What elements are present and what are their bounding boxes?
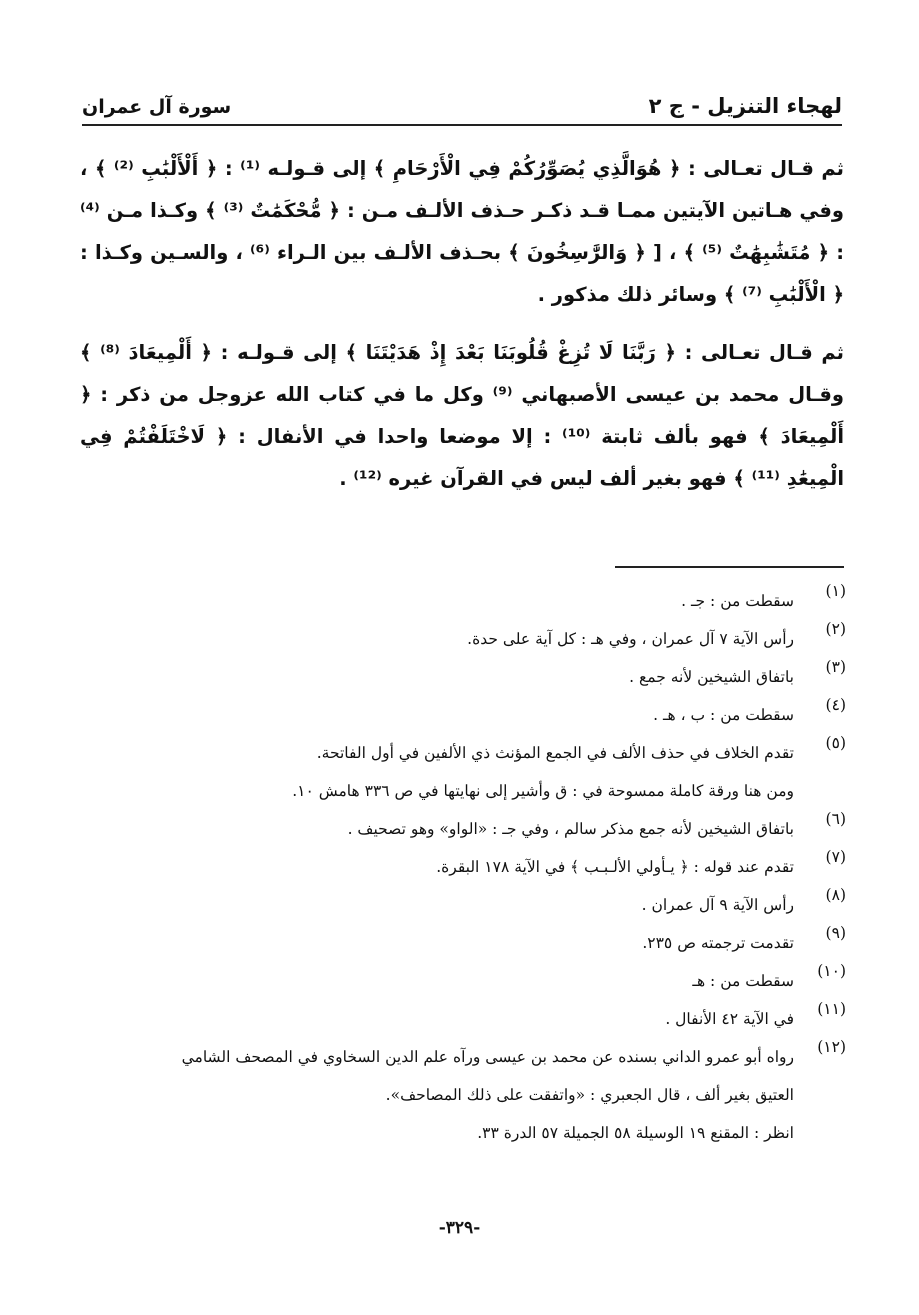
footnote-number: (٩) (825, 924, 846, 942)
footnote-text: تقدم الخلاف في حذف الألف في الجمع المؤنث ذي الألفين في أول الفاتحة. (316, 744, 794, 762)
footnote-number: (١١) (817, 1000, 846, 1018)
footnote-text: سقطت من : جـ . (681, 592, 794, 610)
main-text (80, 148, 844, 516)
footnote-text: العتيق بغير ألف ، قال الجعبري : «واتفقت على ذلك المصاحف». (385, 1086, 794, 1104)
footnote-divider (615, 566, 844, 568)
footnote-number: (٨) (825, 886, 846, 904)
footnote-number: (١) (825, 582, 846, 600)
footnote-text: سقطت من : هـ (692, 972, 794, 990)
footnote-number: (٥) (825, 734, 846, 752)
footnote-text: تقدم عند قوله : ﴿ يـأولي الألـبـب ﴾ في الآية ١٧٨ البقرة. (436, 858, 794, 876)
footnote-text: باتفاق الشيخين لأنه جمع . (629, 668, 794, 686)
footnote (70, 696, 846, 734)
footnote-text: باتفاق الشيخين لأنه جمع مذكر سالم ، وفي جـ : «الواو» وهو تصحيف . (347, 820, 794, 838)
footnote (70, 962, 846, 1000)
footnote-text: تقدمت ترجمته ص ٢٣٥. (642, 934, 794, 952)
footnote (70, 620, 846, 658)
footnote-text: سقطت من : ب ، هـ . (653, 706, 794, 724)
footnote-text: رأس الآية ٩ آل عمران . (641, 896, 794, 914)
footnote-text: رواه أبو عمرو الداني بسنده عن محمد بن عيسى ورآه علم الدين السخاوي في المصحف الشامي (181, 1048, 794, 1066)
footnote (70, 1038, 846, 1152)
footnote (70, 924, 846, 962)
page-number: -٣٢٩- (438, 1218, 481, 1238)
footnote-text: في الآية ٤٢ الأنفال . (665, 1010, 794, 1028)
paragraph: ثم قـال تعـالى : ﴿ هُوَالَّذِي يُصَوِّرُكُمْ فِي الْأَرْحَامِ ﴾ إلى قـولـه ⁽¹⁾ : ﴿ أَلْأَلْبَٰبِ ⁽²⁾ ﴾ ، وفي هـاتين الآيتين ممـا قـد ذكـر حـذف الألـف مـن : ﴿ مُّحْكَمَٰتٌ ⁽³⁾ ﴾ وكـذا مـن ⁽⁴⁾ : ﴿ مُتَشَٰبِهَٰتٌ ⁽⁵⁾ ﴾ ، [ ﴿ وَالرَّٰسِخُونَ ﴾ بحـذف الألـف بين الـراء ⁽⁶⁾ ، والسـين وكـذا : ﴿ الْأَلْبَٰبِ ⁽⁷⁾ ﴾ وسائر ذلك مذكور . (80, 157, 845, 306)
running-header (82, 78, 842, 118)
footnote-number: (٣) (825, 658, 846, 676)
header-divider (82, 124, 842, 126)
footnote-number: (١٢) (817, 1038, 846, 1056)
footnote (70, 810, 846, 848)
footnote-number: (٤) (825, 696, 846, 714)
footnote-number: (١٠) (817, 962, 846, 980)
footnotes (70, 582, 846, 1152)
footnote-number: (٢) (825, 620, 846, 638)
footnote (70, 582, 846, 620)
footnote (70, 734, 846, 810)
footnote (70, 848, 846, 886)
footnote (70, 658, 846, 696)
footnote-number: (٦) (825, 810, 846, 828)
footnote (70, 1000, 846, 1038)
paragraph: ثم قـال تعـالى : ﴿ رَبَّنَا لَا تُزِغْ قُلُوبَنَا بَعْدَ إِذْ هَدَيْتَنَا ﴾ إلى قـولـه : ﴿ أَلْمِيعَادَ ⁽⁸⁾ ﴾ وقـال محمد بن عيسى الأصبهاني ⁽⁹⁾ وكل ما في كتاب الله عزوجل من ذكر : ﴿ أَلْمِيعَادَ ﴾ فهو بألف ثابتة ⁽¹⁰⁾ : إلا موضعا واحدا في الأنفال : ﴿ لَاخْتَلَفْتُمْ فِي الْمِيعَٰدِ ⁽¹¹⁾ ﴾ فهو بغير ألف ليس في القرآن غيره ⁽¹²⁾ . (80, 341, 844, 490)
footnote-number: (٧) (825, 848, 846, 866)
footnote-text: رأس الآية ٧ آل عمران ، وفي هـ : كل آية على حدة. (467, 630, 794, 648)
footnote (70, 886, 846, 924)
footnote-text: ومن هنا ورقة كاملة ممسوحة في : ق وأشير إلى نهايتها في ص ٣٣٦ هامش ١٠. (292, 782, 794, 800)
surah-title: سورة آل عمران (82, 96, 232, 118)
book-title: لهجاء التنزيل - ج ٢ (648, 94, 842, 118)
footnote-text: انظر : المقنع ١٩ الوسيلة ٥٨ الجميلة ٥٧ الدرة ٣٣. (477, 1124, 794, 1142)
